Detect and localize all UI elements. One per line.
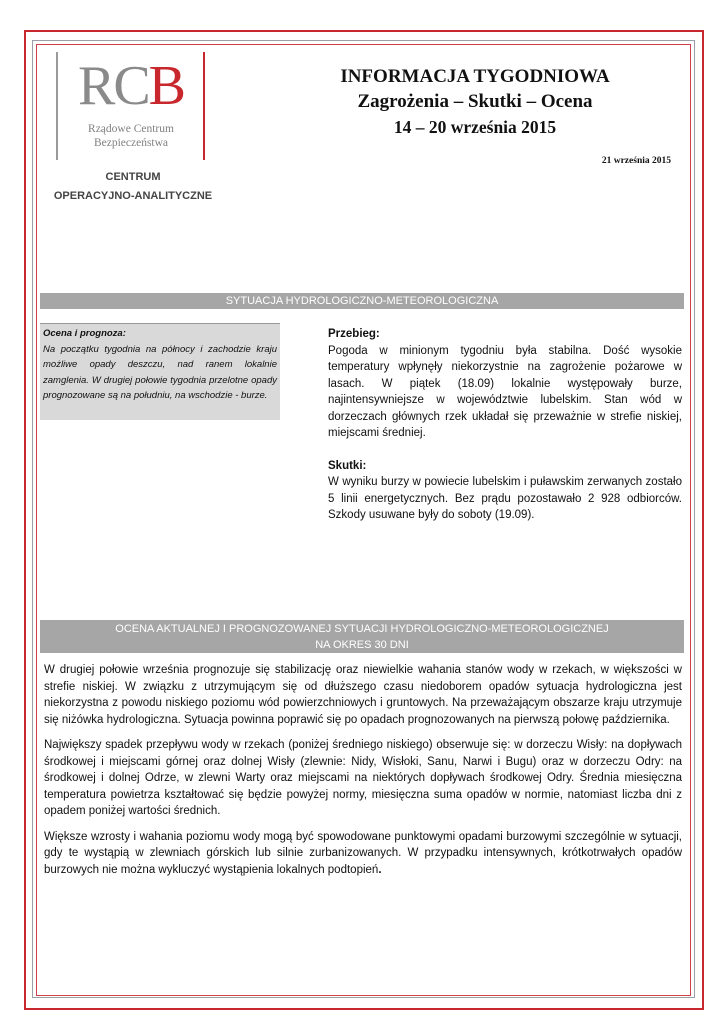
- course-text: Pogoda w minionym tygodniu była stabilna. Dość wysokie temperatury wpłynęły niekorzystnie na zagrożenie pożarowe w lasach. W piątek (18.09) lokalnie występowały burze, najintensywniejsze w województwie lubelskim. Stan wód w dorzeczach głównych rzek układał się przeważnie w strefie niskiej, miejscami średniej.: [328, 344, 682, 439]
- forecast-box: [40, 323, 280, 420]
- logo-bar-gray: [56, 52, 58, 160]
- assessment-paragraph-2: Największy spadek przepływu wody w rzekach (poniżej średniego niskiego) obserwuje się: w dorzeczu Wisły: na dopływach środkowej i miejscami górnej oraz dolnej Wisły (zlewnie: Nidy, Wisłoki, Sanu, Narwi i Bugu) oraz w dorzeczu Odry: na środkowej i dolnej Odrze, w zlewni Warty oraz miejscami na niektórych dopływach środkowej Odry. Średnia miesięczna temperatura powietrza kształtować się będzie powyżej normy, miesięczna suma opadów w normie, natomiast liczba dni z opadem poniżej wartości średnich.: [44, 739, 682, 817]
- course-heading: Przebieg:: [328, 328, 380, 340]
- assessment-paragraph-1: W drugiej połowie września prognozuje się stabilizację oraz niewielkie wahania stanów wody w rzekach, w większości w strefie niskiej. W związku z utrzymującym się od dłuższego czasu niedoborem opadów sytuacja hydrologiczna jest niekorzystna z powodu niskiego poziomu wód powierzchniowych i gruntowych. Na przeważającym obszarze kraju utrzymuje się niżówka hydrologiczna. Sytuacja powinna poprawić się po opadach prognozowanych na pierwszą połowę października.: [44, 664, 682, 726]
- effects-heading: Skutki:: [328, 459, 367, 472]
- centrum-label: CENTRUM OPERACYJNO-ANALITYCZNE: [53, 171, 213, 202]
- forecast-text: Na początku tygodnia na północy i zachodzie kraju możliwe opady deszczu, nad ranem lokalnie zamglenia. W drugiej połowie tygodnia przelotne opady prognozowane są na południu, na wschodzie - burze.: [43, 343, 277, 401]
- document-title: [270, 64, 680, 141]
- logo-subtitle: Rządowe Centrum Bezpieczeństwa: [88, 123, 174, 149]
- logo-bar-red: [203, 52, 205, 160]
- assessment-text: [44, 662, 682, 887]
- rcb-logo: [56, 52, 206, 162]
- logo-mark: RCB: [77, 55, 185, 117]
- effects-text: W wyniku burzy w powiecie lubelskim i puławskim zerwanych zostało 5 linii energetycznych. Bez prądu pozostawało 2 928 odbiorców. Szkody usuwane były do soboty (19.09).: [328, 476, 682, 521]
- issue-date: 21 września 2015: [601, 156, 671, 166]
- title: INFORMACJA TYGODNIOWA: [340, 66, 610, 87]
- subtitle: Zagrożenia – Skutki – Ocena: [357, 91, 593, 112]
- section-band-assessment: OCENA AKTUALNEJ I PROGNOZOWANEJ SYTUACJI HYDROLOGICZNO-METEOROLOGICZNEJ NA OKRES 30 DNI: [40, 620, 684, 653]
- assessment-paragraph-3: Większe wzrosty i wahania poziomu wody mogą być spowodowane punktowymi opadami burzowymi szczególnie w sytuacji, gdy te wystąpią w zlewniach górskich lub silnie zurbanizowanych. W przypadku intensywnych, krótkotrwałych opadów burzowych nie można wykluczyć wystąpienia lokalnych podtopień.: [44, 830, 682, 876]
- course-column: [328, 326, 682, 524]
- forecast-heading: Ocena i prognoza:: [43, 328, 126, 339]
- section-band-hydro-meteo: SYTUACJA HYDROLOGICZNO-METEOROLOGICZNA: [40, 293, 684, 309]
- period: 14 – 20 września 2015: [393, 117, 557, 137]
